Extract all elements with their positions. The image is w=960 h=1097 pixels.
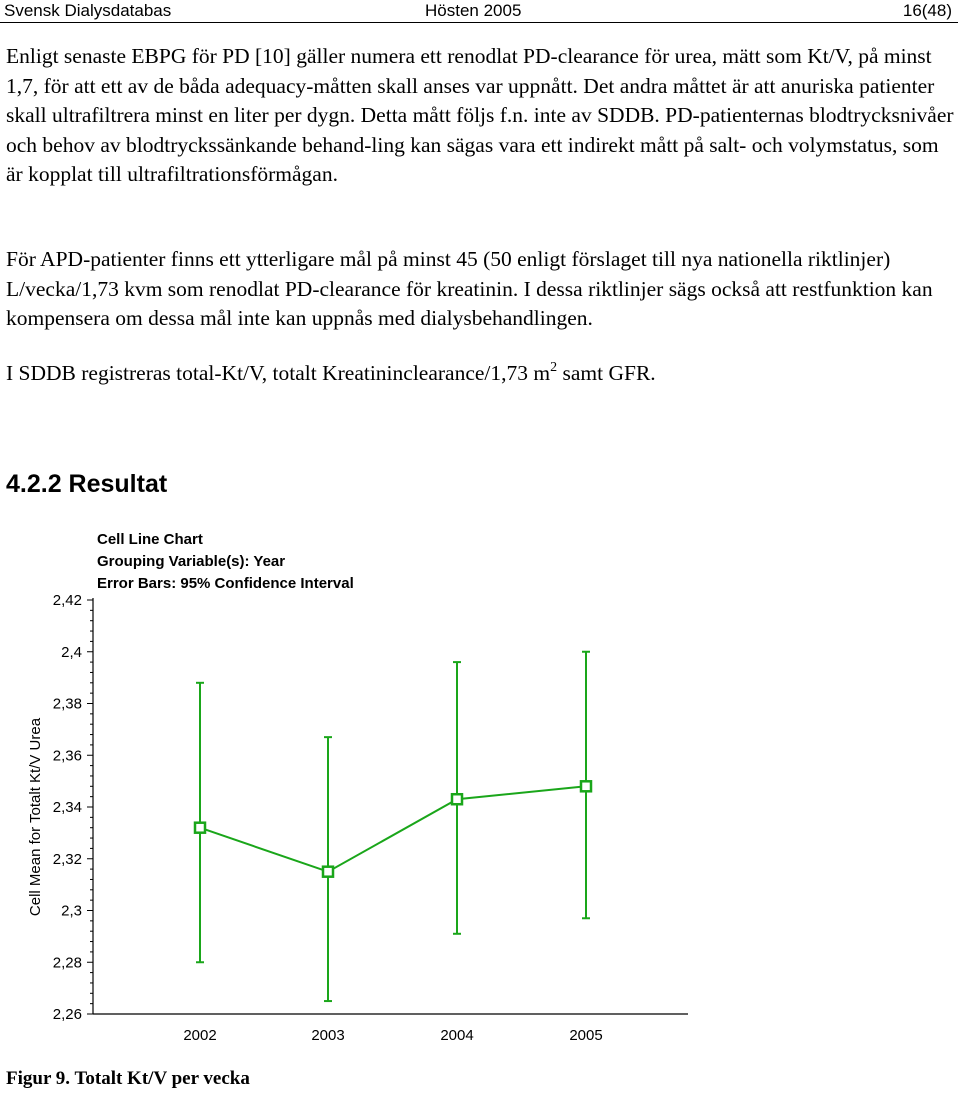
series-polyline — [200, 786, 586, 871]
data-point — [581, 781, 591, 791]
data-point — [452, 794, 462, 804]
series-line — [195, 781, 591, 876]
header-left: Svensk Dialysdatabas — [4, 1, 172, 20]
error-bars — [196, 652, 590, 1001]
x-tick-label: 2002 — [183, 1027, 217, 1044]
line-chart — [0, 520, 720, 1060]
paragraph-2: För APD-patienter finns ett ytterligare mål på minst 45 (50 enligt förslaget till nya nationella riktlinjer) L/vecka/1,73 kvm som renodlat PD-clearance för kreatinin. I dessa riktlinjer sägs också att restfunktion kan kompensera om dessa mål inte kan uppnås med dialysbehandlingen. — [6, 247, 933, 330]
chart-title-line: Error Bars: 95% Confidence Interval — [97, 575, 354, 592]
page-header — [0, 0, 958, 23]
chart-title — [97, 531, 354, 592]
y-tick-label: 2,36 — [52, 747, 82, 765]
y-tick-label: 2,3 — [61, 902, 82, 920]
y-tick-label: 2,4 — [61, 643, 82, 661]
superscript: 2 — [550, 360, 558, 375]
paragraph-3-tail: samt GFR. — [557, 361, 656, 385]
data-point — [323, 867, 333, 877]
y-axis-ticks — [53, 592, 93, 1023]
paragraph-1: Enligt senaste EBPG för PD [10] gäller numera ett renodlat PD-clearance för urea, mätt som Kt/V, på minst 1,7, för att ett av de båda adequacy-måtten skall anses var uppnått. Det andra måttet är att anuriska patienter skall ultrafiltrera minst en liter per dygn. Detta mått följs f.n. inte av SDDB. PD-patienternas blodtrycksnivåer och behov av blodtryckssänkande behand-ling kan sägas vara ett indirekt mått på salt- och volymstatus, som är kopplat till ultrafiltrationsförmågan. — [6, 44, 954, 186]
section-heading: 4.2.2 Resultat — [6, 470, 168, 498]
paragraph-3 — [6, 359, 956, 389]
x-axis-ticks — [183, 1027, 602, 1044]
y-tick-label: 2,32 — [52, 850, 82, 868]
x-tick-label: 2004 — [440, 1027, 474, 1044]
y-tick-label: 2,28 — [52, 954, 82, 972]
header-page-number: 16(48) — [902, 1, 952, 20]
y-axis-label: Cell Mean for Totalt Kt/V Urea — [27, 717, 44, 917]
header-center: Hösten 2005 — [425, 1, 522, 20]
y-tick-label: 2,42 — [52, 592, 82, 609]
y-tick-label: 2,26 — [52, 1006, 82, 1023]
x-tick-label: 2003 — [311, 1027, 345, 1044]
y-tick-label: 2,34 — [52, 799, 82, 816]
chart-title-line: Cell Line Chart — [97, 531, 203, 548]
figure-caption: Figur 9. Totalt Kt/V per vecka — [6, 1068, 250, 1089]
paragraph-3-text: I SDDB registreras total-Kt/V, totalt Kreatininclearance/1,73 m — [6, 361, 551, 385]
data-point — [195, 823, 205, 833]
x-tick-label: 2005 — [569, 1027, 603, 1044]
y-tick-label: 2,38 — [52, 695, 82, 713]
chart-axes — [93, 598, 688, 1014]
chart-title-line: Grouping Variable(s): Year — [97, 553, 286, 570]
